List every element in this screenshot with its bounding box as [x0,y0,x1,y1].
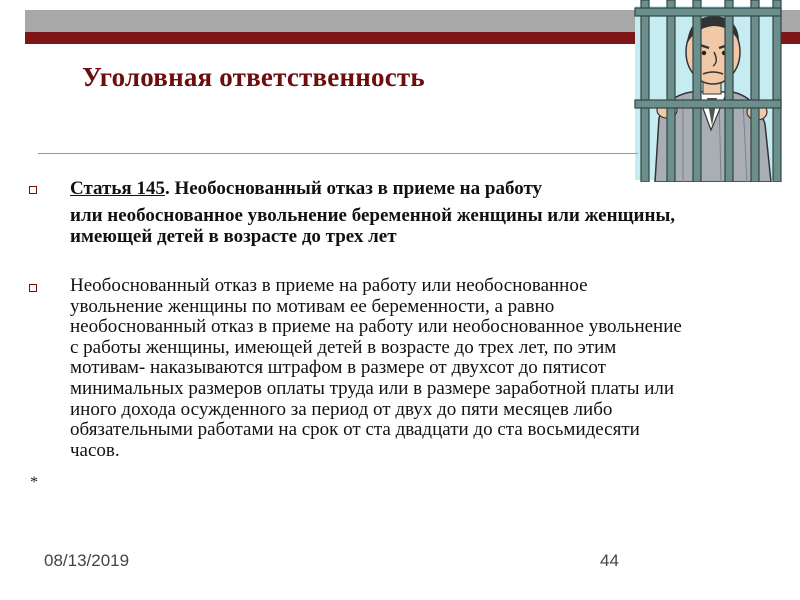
hollow-square-bullet-icon [29,284,37,292]
slide-title: Уголовная ответственность [82,62,425,92]
slide-star-marker: * [30,474,38,491]
article-heading-line-1-rest: . Необоснованный отказ в приеме на работу [164,178,543,199]
footer-date: 08/13/2019 [44,551,130,570]
article-heading-line-2: или необоснованное увольнение беременной женщины или женщины, [70,205,676,226]
title-divider [38,153,638,154]
article-number: Статья 145 [70,178,165,199]
footer-page-number: 44 [600,551,619,570]
hollow-square-bullet-icon [29,186,37,194]
article-heading-line-1 [70,178,542,200]
prisoner-behind-bars-illustration [633,0,783,182]
article-body-text: Необоснованный отказ в приеме на работу или необоснованное увольнение женщины по мотивам ее беременности, а равно необоснованный отказ в приеме на работу или необоснованное увольнение с работы женщины, имеющей детей в возрасте до трех лет, по этим мотивам- наказываются штрафом в размере от двухсот до пятисот минимальных размеров оплаты труда или в размере заработной платы или иного дохода осужденного за период от двух до пяти месяцев либо обязательными работами на срок от ста двадцати до ста восьмидесяти часов. [70,275,682,461]
article-heading-line-3: имеющей детей в возрасте до трех лет [70,226,397,247]
